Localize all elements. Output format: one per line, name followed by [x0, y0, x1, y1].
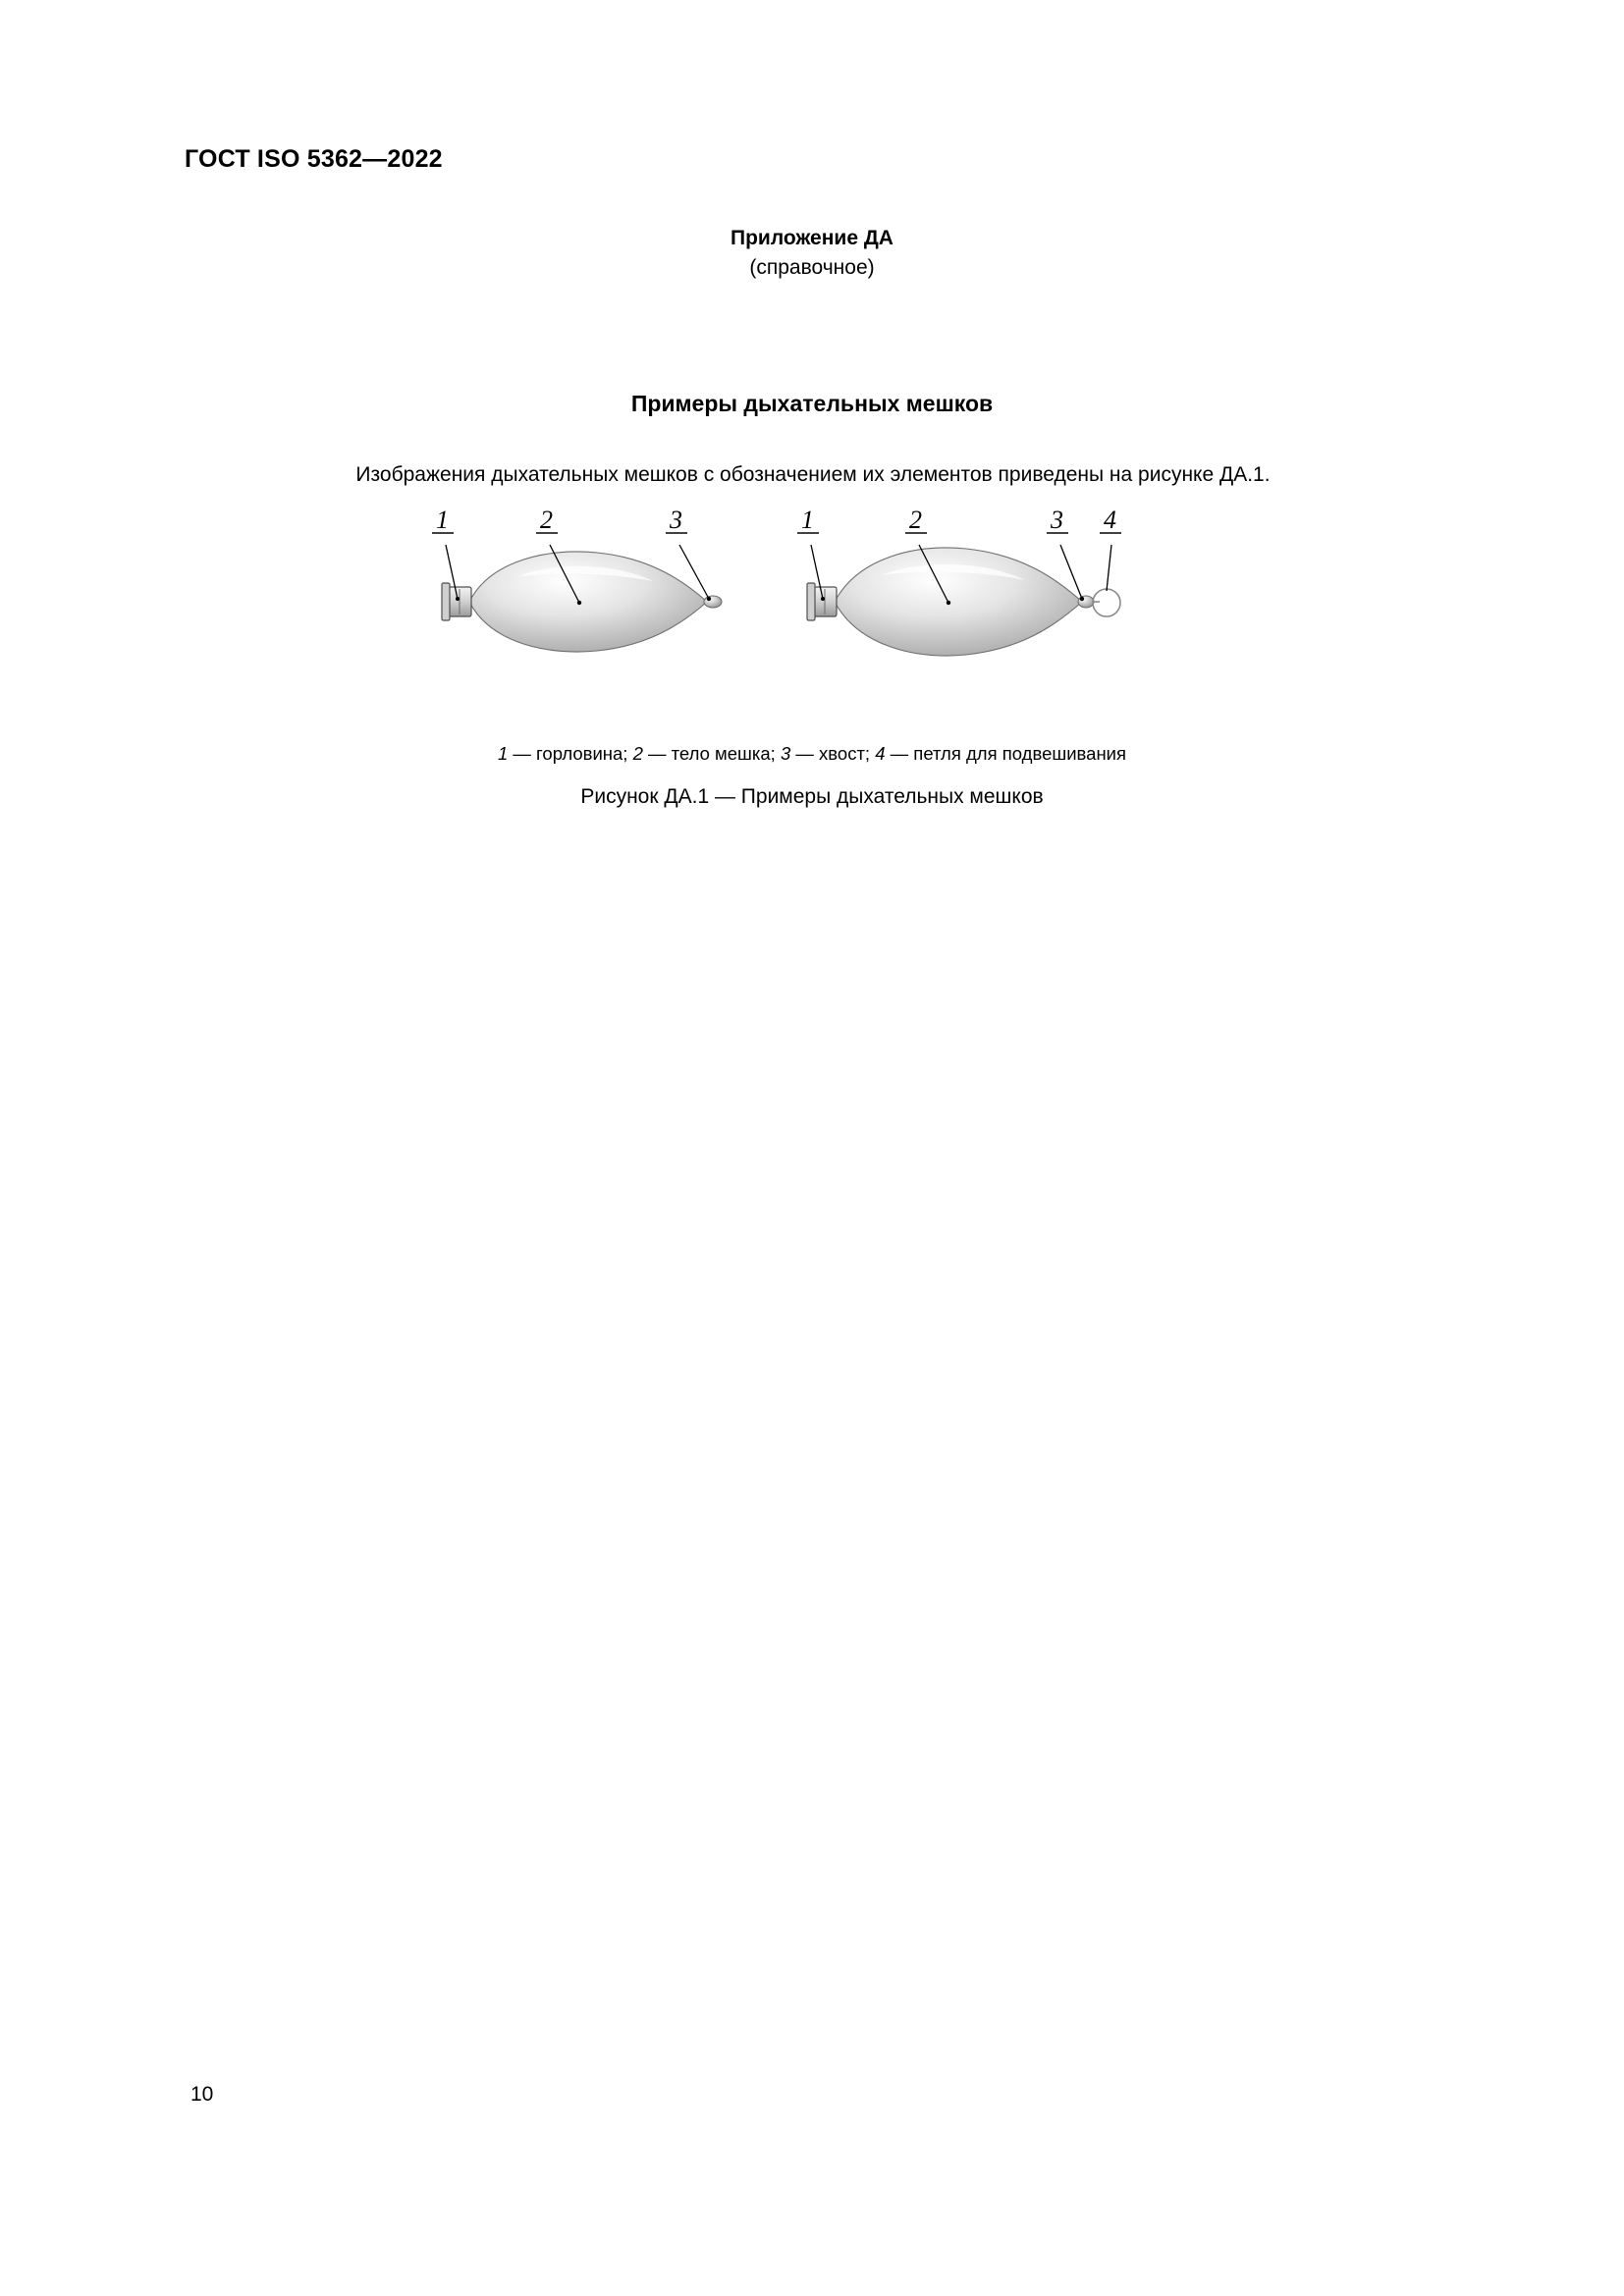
legend-text-2: — тело мешка;: [642, 743, 781, 764]
standard-designation-header: ГОСТ ISO 5362—2022: [185, 145, 443, 173]
right-bag-label-2: 2: [909, 506, 922, 534]
left-bag-label-1: 1: [436, 506, 449, 534]
right-bag-label-3: 3: [1051, 506, 1063, 534]
annex-title: Приложение ДА: [731, 227, 893, 249]
left-bag-group: [432, 506, 722, 652]
right-leader-dot-2: [947, 601, 950, 605]
right-leader-dot-3: [1080, 597, 1084, 601]
breathing-bags-diagram: [422, 501, 1208, 697]
left-bag-tail: [704, 596, 722, 608]
figure-legend: [0, 743, 1624, 765]
legend-number-3: 3: [780, 743, 791, 764]
right-bag-body: [835, 548, 1082, 656]
left-bag-label-2: 2: [540, 506, 553, 534]
left-leader-dot-1: [456, 597, 460, 601]
left-leader-dot-2: [577, 601, 581, 605]
figure-illustration: [422, 501, 1208, 697]
right-bag-label-1: 1: [801, 506, 814, 534]
right-bag-neck-flange: [807, 583, 815, 620]
annex-subtitle: (справочное): [749, 256, 875, 280]
legend-text-1: — горловина;: [508, 743, 633, 764]
intro-paragraph: Изображения дыхательных мешков с обозначением их элементов приведены на рисунке ДА.1.: [355, 463, 1271, 486]
right-bag-label-4: 4: [1104, 506, 1116, 534]
right-leader-4: [1107, 545, 1111, 591]
legend-text-4: — петля для подвешивания: [885, 743, 1127, 764]
legend-number-4: 4: [875, 743, 886, 764]
page-number: 10: [190, 2083, 214, 2106]
right-bag-group: [797, 506, 1121, 656]
annex-heading-block: [0, 224, 1624, 284]
left-bag-label-3: 3: [670, 506, 682, 534]
legend-text-3: — хвост;: [790, 743, 876, 764]
section-title: Примеры дыхательных мешков: [630, 391, 994, 416]
legend-number-2: 2: [632, 743, 643, 764]
figure-caption: Рисунок ДА.1 — Примеры дыхательных мешков: [580, 785, 1044, 808]
left-bag-neck-flange: [442, 583, 450, 620]
left-leader-dot-3: [707, 597, 711, 601]
right-bag-hanging-loop: [1093, 589, 1120, 616]
legend-number-1: 1: [497, 743, 509, 764]
right-leader-dot-1: [821, 597, 825, 601]
